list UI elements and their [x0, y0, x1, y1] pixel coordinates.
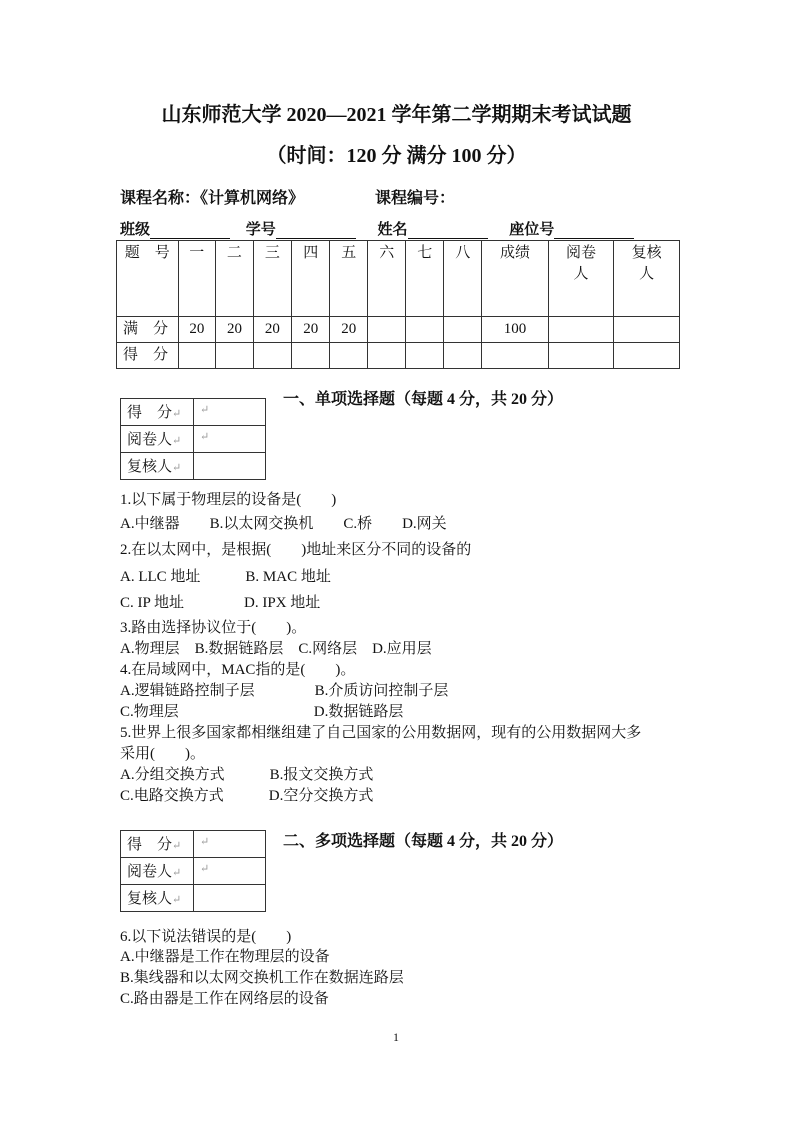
grader-label: 得 分↵	[121, 399, 194, 426]
class-label: 班级	[120, 222, 151, 238]
question-line: A.中继器是工作在物理层的设备	[120, 949, 330, 965]
full-marks-cell	[548, 317, 614, 343]
header-cell: 题 号	[117, 241, 179, 317]
return-mark: ↵	[200, 431, 210, 443]
full-marks-cell: 20	[292, 317, 330, 343]
full-marks-cell	[444, 317, 482, 343]
question-line: A.物理层 B.数据链路层 C.网络层 D.应用层	[120, 641, 432, 657]
grader-value-cell[interactable]	[194, 399, 266, 426]
grader-value-cell[interactable]	[194, 453, 266, 480]
header-cell: 五	[330, 241, 368, 317]
full-marks-cell: 满 分	[117, 317, 179, 343]
header-cell: 成绩	[482, 241, 548, 317]
question-line: 2.在以太网中，是根据( )地址来区分不同的设备的	[120, 542, 472, 558]
score-cell[interactable]	[406, 343, 444, 369]
question-line: 4.在局域网中，MAC指的是( )。	[120, 662, 356, 678]
grader-row	[121, 399, 266, 426]
question-line: 5.世界上很多国家都相继组建了自己国家的公用数据网，现有的公用数据网大多	[120, 725, 642, 741]
score-table	[116, 240, 680, 369]
grader-box-1	[120, 398, 266, 480]
header-cell: 六	[368, 241, 406, 317]
header-cell: 一	[178, 241, 216, 317]
course-name: 课程名称：《计算机网络》	[120, 190, 305, 207]
score-cell[interactable]	[548, 343, 614, 369]
score-cell[interactable]	[253, 343, 291, 369]
question-line: A.分组交换方式 B.报文交换方式	[120, 767, 374, 783]
student-id-blank[interactable]	[276, 222, 356, 239]
score-cell[interactable]	[330, 343, 368, 369]
course-code: 课程编号：	[375, 190, 456, 207]
question-line: A.逻辑链路控制子层 B.介质访问控制子层	[120, 683, 449, 699]
full-marks-cell: 20	[178, 317, 216, 343]
return-mark: ↵	[172, 840, 182, 852]
exam-title: 山东师范大学 2020—2021 学年第二学期期末考试试题	[161, 104, 632, 126]
header-cell: 复核人	[614, 241, 680, 317]
full-marks-row	[117, 317, 680, 343]
grader-value-cell[interactable]	[194, 885, 266, 912]
full-marks-cell: 100	[482, 317, 548, 343]
score-cell[interactable]	[614, 343, 680, 369]
full-marks-cell: 20	[216, 317, 254, 343]
return-mark: ↵	[172, 894, 182, 906]
header-cell: 阅卷人	[548, 241, 614, 317]
return-mark: ↵	[172, 462, 182, 474]
grader-row	[121, 885, 266, 912]
grader-label: 复核人↵	[121, 453, 194, 480]
grader-value-cell[interactable]	[194, 831, 266, 858]
section2-heading: 二、多项选择题（每题 4 分，共 20 分）	[283, 833, 564, 850]
return-mark: ↵	[172, 867, 182, 879]
full-marks-cell	[406, 317, 444, 343]
score-cell[interactable]	[292, 343, 330, 369]
full-marks-cell: 20	[253, 317, 291, 343]
full-marks-cell	[614, 317, 680, 343]
score-row	[117, 343, 680, 369]
return-mark: ↵	[172, 435, 182, 447]
header-row	[117, 241, 680, 317]
grader-label: 阅卷人↵	[121, 426, 194, 453]
section1-heading: 一、单项选择题（每题 4 分，共 20 分）	[283, 391, 564, 408]
seat-blank[interactable]	[554, 222, 634, 239]
grader-label: 复核人↵	[121, 885, 194, 912]
score-cell[interactable]	[444, 343, 482, 369]
exam-subtitle: （时间：120 分 满分 100 分）	[266, 145, 527, 167]
student-id-label: 学号	[245, 222, 276, 238]
score-cell: 得 分	[117, 343, 179, 369]
header-cell: 二	[216, 241, 254, 317]
question-line: A.中继器 B.以太网交换机 C.桥 D.网关	[120, 516, 447, 532]
grader-row	[121, 831, 266, 858]
grader-value-cell[interactable]	[194, 426, 266, 453]
question-line: 3.路由选择协议位于( )。	[120, 620, 307, 636]
grader-row	[121, 453, 266, 480]
score-cell[interactable]	[216, 343, 254, 369]
return-mark: ↵	[200, 404, 210, 416]
question-line: C.物理层 D.数据链路层	[120, 704, 404, 720]
return-mark: ↵	[200, 863, 210, 875]
score-cell[interactable]	[482, 343, 548, 369]
name-label: 姓名	[377, 222, 408, 238]
return-mark: ↵	[200, 836, 210, 848]
seat-label: 座位号	[509, 222, 555, 238]
question-line: 1.以下属于物理层的设备是( )	[120, 492, 337, 508]
header-cell: 四	[292, 241, 330, 317]
question-line: C. IP 地址 D. IPX 地址	[120, 595, 321, 611]
name-blank[interactable]	[408, 222, 488, 239]
grader-label: 阅卷人↵	[121, 858, 194, 885]
question-line: B.集线器和以太网交换机工作在数据连路层	[120, 970, 404, 986]
question-line: C.路由器是工作在网络层的设备	[120, 991, 329, 1007]
score-cell[interactable]	[178, 343, 216, 369]
header-cell: 七	[406, 241, 444, 317]
grader-row	[121, 858, 266, 885]
question-line: 6.以下说法错误的是( )	[120, 929, 292, 945]
full-marks-cell: 20	[330, 317, 368, 343]
full-marks-cell	[368, 317, 406, 343]
header-cell: 三	[253, 241, 291, 317]
grader-row	[121, 426, 266, 453]
question-line: C.电路交换方式 D.空分交换方式	[120, 788, 374, 804]
return-mark: ↵	[172, 408, 182, 420]
grader-label: 得 分↵	[121, 831, 194, 858]
question-line: A. LLC 地址 B. MAC 地址	[120, 569, 331, 585]
class-blank[interactable]	[150, 222, 230, 239]
grader-value-cell[interactable]	[194, 858, 266, 885]
student-info-row	[120, 221, 634, 239]
header-cell: 八	[444, 241, 482, 317]
question-line: 采用( )。	[120, 746, 205, 762]
page-number: 1	[393, 1030, 399, 1044]
score-cell[interactable]	[368, 343, 406, 369]
grader-box-2	[120, 830, 266, 912]
